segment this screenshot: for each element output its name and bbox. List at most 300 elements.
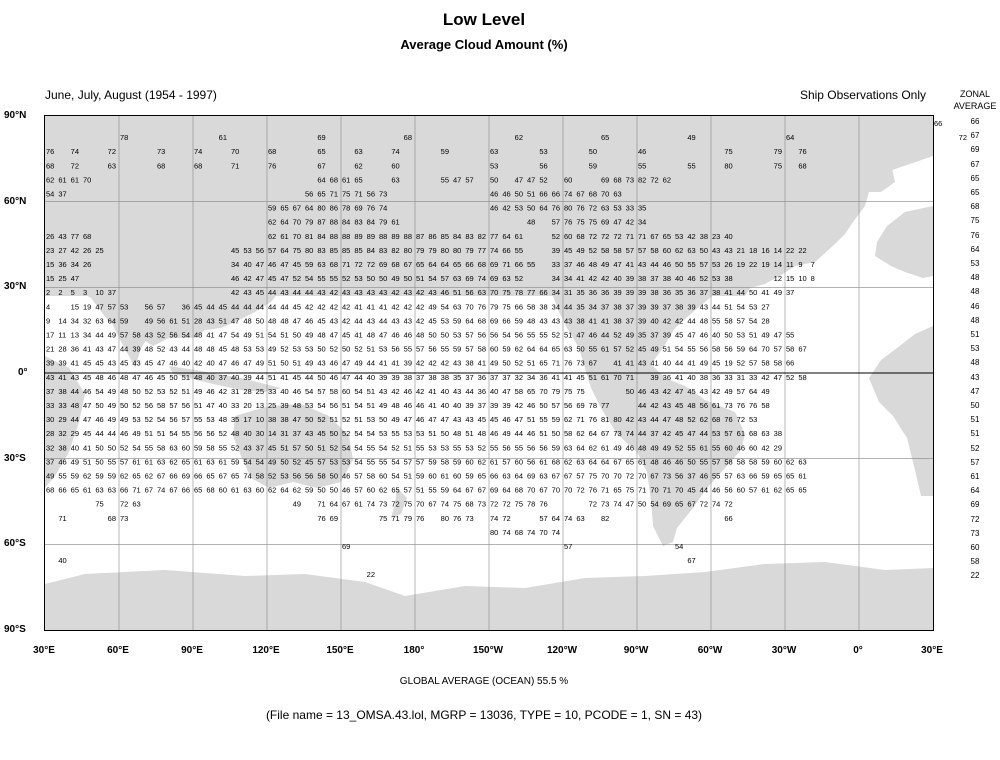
cell-value: 41 xyxy=(477,358,487,368)
cell-value: 30 xyxy=(255,429,265,439)
cell-value: 77 xyxy=(70,231,80,241)
cell-value: 61 xyxy=(218,133,228,143)
cell-value: 62 xyxy=(514,344,524,354)
cell-value: 55 xyxy=(144,443,154,453)
cell-value: 37 xyxy=(662,302,672,312)
cell-value: 57 xyxy=(181,415,191,425)
cell-value: 70 xyxy=(650,485,659,495)
cell-value: 44 xyxy=(354,316,363,326)
cell-value: 58 xyxy=(798,372,807,382)
cell-value: 46 xyxy=(662,457,672,467)
cell-value: 49 xyxy=(107,415,117,425)
cell-value: 47 xyxy=(440,415,450,425)
cell-value: 52 xyxy=(268,471,277,481)
cell-value: 36 xyxy=(588,288,598,298)
cell-value: 40 xyxy=(712,330,721,340)
cell-value: 80 xyxy=(317,203,326,213)
cell-value: 38 xyxy=(428,372,437,382)
cell-value: 66 xyxy=(551,189,561,199)
cell-value: 60 xyxy=(379,471,388,481)
cell-value: 62 xyxy=(268,231,277,241)
cell-value: 57 xyxy=(120,457,129,467)
cell-value: 51 xyxy=(255,330,265,340)
cell-value: 48 xyxy=(280,316,289,326)
cell-value: 23 xyxy=(46,245,55,255)
cell-value: 38 xyxy=(699,231,709,241)
cell-value: 44 xyxy=(70,386,80,396)
zonal-average-value: 69 xyxy=(970,145,980,155)
cell-value: 60 xyxy=(490,344,499,354)
cell-value: 45 xyxy=(576,372,585,382)
cell-value: 43 xyxy=(317,358,326,368)
cell-value: 30 xyxy=(46,415,55,425)
cell-value: 46 xyxy=(342,485,351,495)
cell-value: 57 xyxy=(773,344,783,354)
cell-value: 76 xyxy=(736,401,746,410)
cell-value: 51 xyxy=(527,358,536,368)
cell-value: 43 xyxy=(662,401,672,410)
cell-value: 73 xyxy=(120,513,129,523)
cell-value: 17 xyxy=(46,330,55,340)
cell-value: 46 xyxy=(638,386,647,396)
cell-value: 65 xyxy=(317,189,326,199)
cell-value: 57 xyxy=(502,457,511,467)
cell-value: 52 xyxy=(144,415,154,425)
cell-value: 56 xyxy=(724,485,733,495)
cell-value: 76 xyxy=(46,147,55,157)
cell-value: 48 xyxy=(699,316,709,326)
cell-value: 51 xyxy=(539,429,548,439)
zonal-average-value: 75 xyxy=(970,216,980,226)
cell-value: 70 xyxy=(601,189,610,199)
cell-value: 52 xyxy=(675,443,684,453)
cell-value: 50 xyxy=(255,316,265,326)
cell-value: 52 xyxy=(354,344,363,354)
cell-value: 54 xyxy=(317,401,326,410)
cell-value: 55 xyxy=(379,457,388,467)
cell-value: 51 xyxy=(749,330,758,340)
cell-value: 82 xyxy=(391,245,400,255)
cell-value: 62 xyxy=(773,485,783,495)
cell-value: 62 xyxy=(292,485,302,495)
cell-value: 89 xyxy=(366,231,376,241)
cell-value: 53 xyxy=(712,429,721,439)
cell-value: 66 xyxy=(169,471,178,481)
cell-value: 50 xyxy=(379,415,388,425)
cell-value: 61 xyxy=(231,485,240,495)
cell-value: 49 xyxy=(391,274,400,284)
cell-value: 54 xyxy=(675,542,684,551)
cell-value: 50 xyxy=(329,429,339,439)
cell-value: 59 xyxy=(761,457,770,467)
cell-value: 37 xyxy=(650,330,659,340)
cell-value: 55 xyxy=(403,344,413,354)
cell-value: 43 xyxy=(95,344,104,354)
cell-value: 41 xyxy=(613,358,622,368)
cell-value: 80 xyxy=(440,245,450,255)
cell-value: 68 xyxy=(83,231,92,241)
cell-value: 67 xyxy=(539,485,548,495)
cell-value: 38 xyxy=(724,274,733,284)
cell-value: 64 xyxy=(317,175,326,185)
cell-value: 53 xyxy=(712,260,721,269)
cell-value: 68 xyxy=(329,260,339,269)
cell-value: 36 xyxy=(70,344,80,354)
cell-value: 44 xyxy=(465,386,474,396)
cell-value: 78 xyxy=(514,288,524,298)
cell-value: 66 xyxy=(465,260,474,269)
cell-value: 76 xyxy=(551,203,561,213)
cell-value: 67 xyxy=(218,471,228,481)
cell-value: 55 xyxy=(786,330,795,340)
cell-value: 26 xyxy=(724,260,733,269)
cell-value: 74 xyxy=(70,147,80,157)
zonal-average-value: 51 xyxy=(970,429,980,439)
cell-value: 42 xyxy=(194,358,203,368)
cell-value: 2 xyxy=(46,288,51,298)
cell-value: 65 xyxy=(354,175,363,185)
cell-value: 5 xyxy=(70,288,75,298)
cell-value: 70 xyxy=(761,344,770,354)
cell-value: 62 xyxy=(564,457,573,467)
cell-value: 64 xyxy=(539,203,548,213)
cell-value: 67 xyxy=(650,231,659,241)
cell-value: 73 xyxy=(157,147,166,157)
cell-value: 43 xyxy=(58,231,67,241)
cell-value: 49 xyxy=(724,386,733,396)
cell-value: 39 xyxy=(391,372,400,382)
cell-value: 79 xyxy=(428,245,437,255)
cell-value: 42 xyxy=(70,245,80,255)
cell-value: 52 xyxy=(157,344,166,354)
cell-value: 43 xyxy=(46,372,55,382)
cell-value: 16 xyxy=(761,245,770,255)
cell-value: 41 xyxy=(83,443,92,453)
cell-value: 65 xyxy=(70,485,80,495)
cell-value: 28 xyxy=(46,429,55,439)
cell-value: 59 xyxy=(95,471,104,481)
cell-value: 66 xyxy=(786,358,795,368)
cell-value: 70 xyxy=(465,302,474,312)
cell-value: 68 xyxy=(107,513,117,523)
cell-value: 62 xyxy=(576,429,585,439)
cell-value: 53 xyxy=(305,344,314,354)
cell-value: 55 xyxy=(453,443,462,453)
cell-value: 43 xyxy=(379,288,388,298)
cell-value: 85 xyxy=(354,245,363,255)
zonal-average-value: 64 xyxy=(970,486,980,496)
cell-value: 64 xyxy=(786,133,795,143)
cell-value: 42 xyxy=(403,302,413,312)
cell-value: 35 xyxy=(638,203,647,213)
cell-value: 26 xyxy=(83,260,92,269)
zonal-average-value: 67 xyxy=(970,131,980,141)
cell-value: 61 xyxy=(539,457,548,467)
cell-value: 46 xyxy=(391,330,400,340)
cell-value: 33 xyxy=(58,401,67,410)
cell-value: 37 xyxy=(601,302,610,312)
cell-value: 65 xyxy=(317,147,326,157)
cell-value: 59 xyxy=(70,471,80,481)
cell-value: 50 xyxy=(675,260,684,269)
cell-value: 62 xyxy=(379,485,388,495)
cell-value: 52 xyxy=(736,358,746,368)
cell-value: 65 xyxy=(231,471,240,481)
cell-value: 56 xyxy=(194,429,203,439)
cell-value: 60 xyxy=(564,231,573,241)
lat-label-30n: 30°N xyxy=(4,281,27,292)
cell-value: 44 xyxy=(379,316,388,326)
cell-value: 45 xyxy=(83,372,92,382)
cell-value: 41 xyxy=(70,358,80,368)
cell-value: 76 xyxy=(564,217,573,227)
cell-value: 75 xyxy=(502,302,511,312)
cell-value: 42 xyxy=(391,386,400,396)
cell-value: 59 xyxy=(551,415,561,425)
cell-value: 51 xyxy=(280,330,289,340)
zonal-average-value: 73 xyxy=(970,528,980,538)
cell-value: 48 xyxy=(687,401,696,410)
cell-value: 62 xyxy=(588,443,598,453)
cell-value: 74 xyxy=(551,527,561,537)
cell-value: 53 xyxy=(379,344,388,354)
cell-value: 72 xyxy=(588,499,598,509)
cell-value: 51 xyxy=(181,316,191,326)
cell-value: 70 xyxy=(564,485,573,495)
cell-value: 32 xyxy=(83,316,92,326)
cell-value: 47 xyxy=(514,415,524,425)
cell-value: 48 xyxy=(218,415,228,425)
cell-value: 50 xyxy=(95,401,104,410)
cell-value: 72 xyxy=(354,260,363,269)
cell-value: 15 xyxy=(70,302,80,312)
cell-value: 52 xyxy=(342,415,351,425)
cell-value: 45 xyxy=(218,302,228,312)
cell-value: 73 xyxy=(625,175,635,185)
cell-value: 46 xyxy=(416,401,425,410)
cell-value: 45 xyxy=(317,316,326,326)
cell-value: 41 xyxy=(379,302,388,312)
cell-value: 59 xyxy=(736,344,746,354)
cell-value: 49 xyxy=(132,429,141,439)
cell-value: 20 xyxy=(243,401,252,410)
cell-value: 50 xyxy=(292,330,302,340)
cell-value: 56 xyxy=(502,443,511,453)
cell-value: 61 xyxy=(58,175,67,185)
cell-value: 67 xyxy=(428,499,437,509)
cell-value: 77 xyxy=(527,288,536,298)
cell-value: 63 xyxy=(157,457,166,467)
cell-value: 56 xyxy=(675,471,684,481)
cell-value: 45 xyxy=(292,372,302,382)
zonal-average-value: 46 xyxy=(970,301,980,311)
cell-value: 82 xyxy=(477,231,487,241)
cell-value: 56 xyxy=(699,344,709,354)
cell-value: 41 xyxy=(625,260,635,269)
cell-value: 29 xyxy=(773,443,783,453)
cell-value: 47 xyxy=(773,372,783,382)
cell-value: 56 xyxy=(292,471,302,481)
cell-value: 49 xyxy=(120,415,129,425)
cell-value: 60 xyxy=(564,175,573,185)
cell-value: 69 xyxy=(379,260,388,269)
cell-value: 63 xyxy=(107,161,117,171)
main-title: Low Level xyxy=(442,10,526,29)
cell-value: 54 xyxy=(354,443,363,453)
cell-value: 47 xyxy=(243,358,252,368)
cell-value: 25 xyxy=(95,245,104,255)
cell-value: 63 xyxy=(453,274,462,284)
cell-value: 56 xyxy=(169,415,178,425)
cell-value: 43 xyxy=(453,415,462,425)
cell-value: 49 xyxy=(428,302,437,312)
cell-value: 42 xyxy=(317,302,326,312)
cell-value: 22 xyxy=(798,245,807,255)
cell-value: 46 xyxy=(502,189,511,199)
cell-value: 46 xyxy=(403,330,413,340)
cell-value: 38 xyxy=(675,302,684,312)
cell-value: 68 xyxy=(514,485,524,495)
cell-value: 41 xyxy=(366,302,376,312)
cell-value: 56 xyxy=(539,161,548,171)
cell-value: 67 xyxy=(613,457,622,467)
cell-value: 71 xyxy=(391,513,400,523)
cell-value: 60 xyxy=(366,485,376,495)
cell-value: 61 xyxy=(440,471,450,481)
cell-value: 48 xyxy=(317,330,326,340)
cell-value: 55 xyxy=(712,443,721,453)
zonal-average-value: 48 xyxy=(970,287,980,297)
cell-value: 83 xyxy=(465,231,474,241)
cell-value: 9 xyxy=(798,260,803,269)
cell-value: 61 xyxy=(761,485,770,495)
cell-value: 53 xyxy=(736,330,746,340)
cell-value: 72 xyxy=(70,161,80,171)
cell-value: 51 xyxy=(453,288,462,298)
cell-value: 75 xyxy=(576,386,585,396)
cell-value: 54 xyxy=(736,302,746,312)
cell-value: 54 xyxy=(391,457,400,467)
cell-value: 47 xyxy=(132,372,141,382)
cell-value: 36 xyxy=(601,288,610,298)
cell-value: 52 xyxy=(169,386,178,396)
cell-value: 43 xyxy=(724,245,733,255)
cell-value: 58 xyxy=(132,330,141,340)
cell-value: 75 xyxy=(342,189,351,199)
cell-value: 44 xyxy=(231,302,240,312)
cell-value: 40 xyxy=(453,401,462,410)
cell-value: 65 xyxy=(625,457,635,467)
cell-value: 39 xyxy=(638,288,647,298)
cell-value: 55 xyxy=(687,161,696,171)
cell-value: 47 xyxy=(206,401,215,410)
zonal-average-value: 48 xyxy=(970,358,980,368)
cell-value: 65 xyxy=(453,260,462,269)
cell-value: 29 xyxy=(70,429,80,439)
cell-value: 22 xyxy=(786,245,795,255)
cell-value: 41 xyxy=(428,401,437,410)
cell-value: 36 xyxy=(58,260,67,269)
cell-value: 34 xyxy=(70,316,80,326)
cell-value: 37 xyxy=(107,288,117,298)
cell-value: 46 xyxy=(144,372,154,382)
cell-value: 40 xyxy=(58,556,67,566)
cell-value: 43 xyxy=(366,288,376,298)
cell-value: 50 xyxy=(169,372,178,382)
cell-value: 35 xyxy=(231,415,240,425)
cell-value: 54 xyxy=(428,274,437,284)
cell-value: 42 xyxy=(416,302,425,312)
cell-value: 49 xyxy=(354,358,363,368)
cell-value: 80 xyxy=(403,245,413,255)
cell-value: 36 xyxy=(662,372,672,382)
cell-value: 44 xyxy=(601,330,610,340)
cell-value: 84 xyxy=(342,217,351,227)
cell-value: 37 xyxy=(687,471,696,481)
cell-value: 49 xyxy=(613,443,622,453)
zonal-average-value: 60 xyxy=(970,543,980,552)
cell-value: 43 xyxy=(453,386,462,396)
cell-value: 39 xyxy=(132,344,141,354)
cell-value: 59 xyxy=(305,260,314,269)
cell-value: 50 xyxy=(379,274,388,284)
cell-value: 42 xyxy=(675,316,684,326)
cell-value: 55 xyxy=(514,443,524,453)
cell-value: 49 xyxy=(194,386,203,396)
cell-value: 47 xyxy=(453,175,462,185)
cell-value: 55 xyxy=(218,443,228,453)
cell-value: 10 xyxy=(95,288,104,298)
cell-value: 61 xyxy=(218,457,228,467)
cell-value: 48 xyxy=(292,401,302,410)
cell-value: 76 xyxy=(416,513,425,523)
cell-value: 28 xyxy=(58,344,67,354)
cell-value: 48 xyxy=(638,443,647,453)
cell-value: 78 xyxy=(527,499,536,509)
cell-value: 66 xyxy=(502,245,511,255)
cell-value: 74 xyxy=(379,203,388,213)
cell-value: 57 xyxy=(564,542,573,551)
cell-value: 72 xyxy=(736,415,746,425)
cell-value: 45 xyxy=(712,358,721,368)
cell-value: 42 xyxy=(416,288,425,298)
cell-value: 38 xyxy=(58,386,67,396)
cell-value: 44 xyxy=(564,302,573,312)
cell-value: 68 xyxy=(46,161,55,171)
cloud-map xyxy=(45,116,968,630)
cell-value: 61 xyxy=(514,231,524,241)
cell-value: 73 xyxy=(576,358,585,368)
cell-value: 63 xyxy=(477,288,487,298)
cell-value: 70 xyxy=(490,288,499,298)
cell-value: 60 xyxy=(255,485,265,495)
cell-value: 59 xyxy=(305,485,314,495)
cell-value: 76 xyxy=(453,513,462,523)
cell-value: 70 xyxy=(601,471,610,481)
cell-value: 53 xyxy=(132,415,141,425)
cell-value: 85 xyxy=(440,231,450,241)
cell-value: 64 xyxy=(749,386,758,396)
zonal-average-value: 76 xyxy=(970,230,980,240)
cell-value: 79 xyxy=(465,245,474,255)
cell-value: 41 xyxy=(58,372,67,382)
cell-value: 51 xyxy=(194,401,203,410)
cell-value: 68 xyxy=(403,133,413,143)
cell-value: 34 xyxy=(588,302,598,312)
cell-value: 51 xyxy=(428,429,437,439)
cell-value: 39 xyxy=(625,274,635,284)
cell-value: 40 xyxy=(724,231,733,241)
